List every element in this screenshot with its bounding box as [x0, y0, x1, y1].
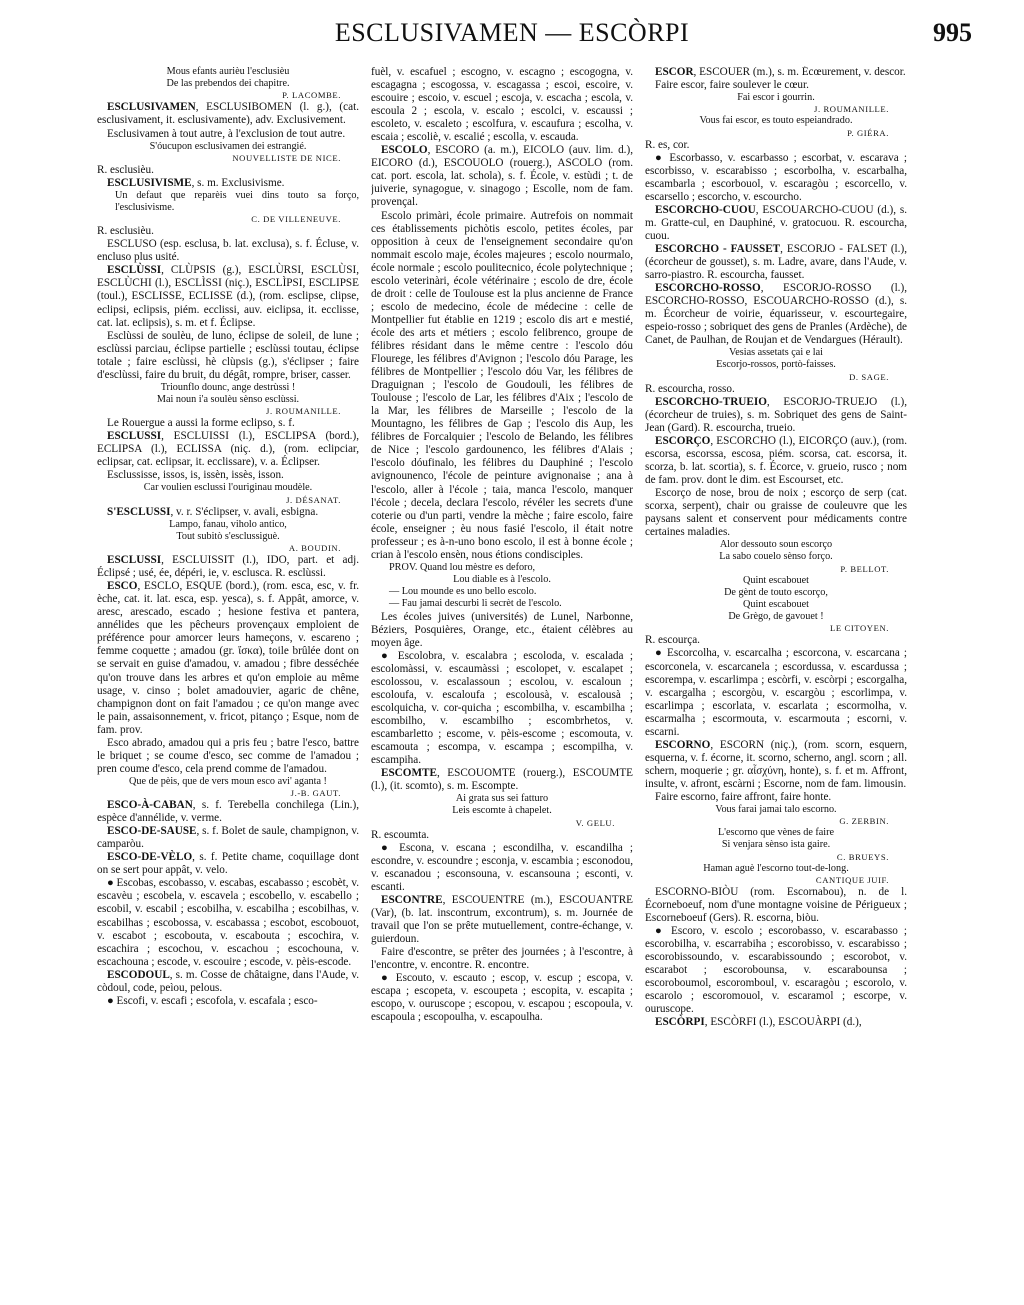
entry-reference: R. es, cor. [645, 138, 690, 151]
entry-paragraph: ESCLUSIVISME, s. m. Exclusivisme. [107, 176, 285, 189]
entry-paragraph: Faire escor, faire soulever le cœur. [655, 79, 809, 92]
entry-paragraph: ESCO-À-CABAN, s. f. Terebella conchilega (Lin.), espèce d'annélide, v. verme. [97, 799, 359, 825]
quote-author: P. GIÉRA. [847, 127, 889, 138]
entry-paragraph: ● Escorcolha, v. escarcalha ; escorcona, v. escarcana ; escorconela, v. escarcanela ; escordussa, v. escardussa ; escorempa, v. escarlimpa ; escòrfi, v. escòrpi ; escorgalha, v. escargalha ; escorgòu, v. escargòu ; escorlimpa, v. escarlimpa ; escorlata, v. escarlata ; escormolha, v. escarmalha ; escormouta, v. escarmouta ; escorni, v. escarni. [645, 647, 907, 738]
entry-paragraph: Escorço de nose, brou de noix ; escorço de serp (cat. scorxa, serpent), chair ou graisse de couleuvre que les paysans salent et conservent pour médicaments contre certaines maladies. [645, 487, 907, 539]
quotation-line: Triounflo dounc, ange destrùssi ! [160, 381, 296, 393]
entry-paragraph: S'ESCLUSSI, v. r. S'éclipser, v. avali, esbigna. [107, 505, 319, 518]
entry-reference: R. escourça. [645, 634, 700, 647]
quotation-line: Tout subitò s'esclussiguè. [176, 530, 280, 542]
entry-paragraph: ● Escobas, escobasso, v. escabas, escabasso ; escobèt, v. escavèu ; escobela, v. escavela ; escobello, v. escabello ; escobil, v. escabil ; escobilha, v. escabilha ; escobilhas, v. escabilhas ; escobossa, v. escabassa ; escobot, escobouot, v. escabot ; escobouta, v. escabouta ; escochira, v. escachira ; escochou, v. escachou ; escochouna, v. escachouna ; escode, v. escouire ; escode, v. pèis-escode. [97, 877, 359, 968]
quotation-line: S'óucupon esclusivamen dei estrangié. [149, 140, 307, 152]
entry-paragraph: ESCORCHO-CUOU, ESCOUARCHO-CUOU (d.), s. m. Gratte-cul, en Dauphiné, v. gratocuou. R. escourcha, cuou. [645, 203, 907, 242]
quote-author: LE CITOYEN. [830, 623, 889, 634]
entry-paragraph: Les écoles juives (universités) de Lunel, Narbonne, Béziers, Posquières, Orange, etc., étaient célèbres au moyen âge. [371, 610, 633, 649]
entry-paragraph: ESCOR, ESCOUER (m.), s. m. Écœurement, v. descor. [655, 66, 906, 78]
quotation-line: Escorjo-rossos, portò-faisses. [716, 359, 836, 371]
quotation-line: — Lou mounde es uno bello escolo. [389, 586, 537, 598]
page-number: 995 [933, 18, 972, 47]
entry-reference: R. escoumta. [371, 828, 430, 841]
quotation-line: Haman aguè l'escorno tout-de-long. [703, 862, 849, 874]
quotation-line: L'escorno que vènes de faire [717, 827, 835, 839]
quotation-line: Quint escabouet [743, 574, 809, 586]
entry-paragraph: ESCORNO-BIÒU (rom. Escornabou), n. de l. Écorneboeuf, nom d'une montagne voisine de Périgueux ; Escorneboeuf (Gers). R. escorna, biòu. [645, 885, 907, 924]
quotation-line: Leis escomte à chapelet. [452, 805, 552, 817]
entry-paragraph: ESCLUSSI, ESCLUISSIT (l.), IDO, part. et adj. Éclipsé ; usé, ée, dépéri, ie, v. esclusca. R. esclùssi. [97, 554, 359, 580]
column-middle [371, 66, 633, 1291]
entry-paragraph: Le Rouergue a aussi la forme eclipso, s. f. [107, 417, 295, 430]
column-left [97, 66, 359, 1291]
entry-paragraph: ESCO-DE-SAUSE, s. f. Bolet de saule, champignon, v. camparòu. [97, 825, 359, 851]
quotation-line: La sabo couelo sènso forço. [719, 551, 833, 563]
quotation-line: Vous fai escor, es touto espeiandrado. [699, 115, 853, 127]
quotation-line: Si venjara sènso ista gaire. [721, 839, 831, 851]
quote-author: C. DE VILLENEUVE. [251, 214, 341, 225]
entry-paragraph: ESCLUSIVAMEN, ESCLUSIBOMEN (l. g.), (cat. esclusivament, it. esclusivamente), adv. Exclusivement. [97, 101, 359, 127]
entry-paragraph: Esclussisse, issos, is, issèn, issès, isson. [107, 469, 284, 482]
quotation-line: Lampo, fanau, viholo antico, [169, 518, 287, 530]
entry-reference: fuèl, v. escafuel ; escogno, v. escagno ; escogogna, v. escagagna ; escogossa, v. escagassa ; escoi, escoire, v. escouire ; escoio, v. escuel ; escoja, v. escacha ; escola, v. escoula 2 ; escola, v. escalo ; escolci, v. escaussi ; escoleto, v. escaleto ; escolfura, v. escaufura ; escolha, v. escaia ; escoliè, v. escalié ; escolla, v. escauda. [371, 66, 633, 144]
entry-paragraph: Esclùssi de soulèu, de luno, éclipse de soleil, de lune ; esclùssi parciau, éclipse partielle ; esclùssi toutau, éclipse totale ; faire esclùssi, hè clùpsis (g.), s'éclipser ; faire d'esclùssi, faire du bruit, du dégât, rompre, briser, casser. [97, 329, 359, 381]
entry-paragraph: ● Escofi, v. escafi ; escofola, v. escafala ; esco- [107, 994, 318, 1007]
entry-paragraph: ESCLÙSSI, CLÙPSIS (g.), ESCLÙRSI, ESCLÙSI, ESCLÙCHI (l.), ESCLÌSSI (niç.), ESCLÌPSI, ESCLIPSE (toul.), ESCLISSE, ECLISSE (d.), (rom. esclipse, clipse, eclipsi, eclipsis, piém. ecclissi, auv. eiclipsa, it. ecclisse, cat. lat. eclipsis), s. m. et f. Éclipse. [97, 264, 359, 329]
quotation-line: De gènt de touto escorço, [724, 586, 828, 598]
quotation-line: Un defaut que reparèis vuei dins touto sa forço, l'esclusivisme. [115, 189, 359, 214]
quotation-line: De Grègo, de gavouet ! [728, 611, 824, 623]
column-right [645, 66, 907, 1291]
quotation-line: Ai grata sus sei fatturo [455, 793, 549, 805]
quote-author: V. GELU. [575, 817, 615, 828]
quotation-line: Fai escor i gourrin. [737, 92, 815, 104]
quote-author: CANTIQUE JUIF. [815, 874, 889, 885]
quote-author: J. ROUMANILLE. [266, 406, 341, 417]
entry-paragraph: ESCÒRPI, ESCÒRFI (l.), ESCOUÀRPI (d.), [655, 1016, 862, 1029]
entry-paragraph: ESCOMTE, ESCOUOMTE (rouerg.), ESCOUMTE (l.), (it. scomto), s. m. Escompte. [371, 767, 633, 793]
quote-author: A. BOUDIN. [288, 543, 341, 554]
quotation-line: Car voulien esclussi l'ouriginau moudèle. [143, 482, 313, 494]
entry-paragraph: Esco abrado, amadou qui a pris feu ; batre l'esco, battre le briquet ; se coume d'esco, sec comme de l'amadou ; pren coume d'esco, cela prend comme de l'amadou. [97, 736, 359, 775]
quotation-line: Alor dessouto soun escorço [719, 539, 833, 551]
quotation-line: Que de pèis, que de vers moun esco avi' aganta ! [129, 775, 327, 787]
quote-author: G. ZERBIN. [839, 816, 889, 827]
entry-paragraph: ESCOLO, ESCORO (a. m.), EICOLO (auv. lim. d.), EICORO (d.), ESCOUOLO (rouerg.), ASCOLO (rom. cat. port. escola, lat. schola), s. f. École, v. estùdi ; t. de juiverie, synagogue, v. sinagogo ; Escolle, nom de fam. provençal. [371, 144, 633, 209]
entry-paragraph: ● Escolobra, v. escalabra ; escoloda, v. escalada ; escolomàssi, v. escaumàssi ; escolopet, v. escalapet ; escolossou, v. escalassoun ; escolou, v. escaloun ; escoloufa, v. escaloufa ; escolousà, v. escalousà ; escolquicha, v. cor-quicha ; escombilha, v. escambilha ; escombilho, v. escambilho ; escombrhetos, v. escambarletto ; escome, v. pèis-escome ; escomouta, v. escamouta ; escompa, v. escampa ; escompilha, v. escampiha. [371, 649, 633, 767]
entry-paragraph: ESCORÇO, ESCORCHO (l.), EICORÇO (auv.), (rom. escorsa, escorssa, escosa, piém. scorsa, cat. escorsa, it. scorza, b. lat. scortia), s. f. Écorce, v. grueio, rusco ; nom de fam. prov. dont le dim. est Escourset, etc. [645, 434, 907, 486]
entry-paragraph: ● Escona, v. escana ; escondilha, v. escandilha ; escondre, v. escoundre ; esconja, v. escambia ; esconodou, v. escanadou ; esconsouna, v. escansouna ; esconti, v. escanti. [371, 841, 633, 893]
entry-paragraph: ● Escorbasso, v. escarbasso ; escorbat, v. escarava ; escorbisso, v. escarabisso ; escorbolha, v. escarbalha, escambarla ; escorbouol, v. escaragòu ; escorcello, v. escarsello ; escorcho, v. escourcho. [645, 151, 907, 203]
quotation-line: De las prebendos dei chapitre. [166, 78, 290, 90]
quote-author: D. SAGE. [849, 371, 889, 382]
entry-reference: R. esclusièu. [97, 225, 154, 238]
quote-author: C. BRUEYS. [836, 851, 889, 862]
entry-paragraph: ESCORCHO-TRUEIO, ESCORJO-TRUEJO (l.), (écorcheur de truies), s. m. Sobriquet des gens de Saint-Jean (Gard). R. escourcha, trueio. [645, 395, 907, 434]
running-title: ESCLUSIVAMEN — ESCÒRPI [334, 18, 690, 47]
quotation-line: Vous farai jamai talo escorno. [715, 804, 837, 816]
quotation-line: — Fau jamai descurbi li secrèt de l'escolo. [389, 598, 562, 610]
quote-author: J.-B. GAUT. [290, 788, 341, 799]
entry-paragraph: ● Escouto, v. escauto ; escop, v. escup ; escopa, v. escapa ; escopeta, v. escoupeta ; escopita, v. escapita ; escopo, v. ouruscope ; escopou, v. escapou ; escopoula, v. escapoula ; escopoulha, v. escapoulha. [371, 972, 633, 1024]
entry-paragraph: ESCONTRE, ESCOUENTRE (m.), ESCOUANTRE (Var), (b. lat. inscontrum, excontrum), s. m. Journée de travail que l'on se prête mutuellement, contre-échange, v. guierdoun. [371, 893, 633, 946]
quote-author: P. LACOMBE. [282, 90, 341, 101]
entry-paragraph: ESCO, ESCLO, ESQUE (bord.), (rom. esca, esc, v. fr. èche, cat. it. lat. esca, esp. yesca), s. f. Appât, amorce, v. aresc, arescado, escado ; hesione festiva et pantera, annélides que les pêcheurs provençaux emploient de préférence pour amorcer leurs hameçons, v. escareno ; femme coquette ; amadou (gr. ἴσκα), toile brûlée dont on se servait en guise d'amadou, v. amadou ; fibre desséchée qu'on trouve dans les arbres et qu'on emploie au même usage, v. cinso ; bolet amadouvier, agaric de chêne, champignon dont on fait l'amadou ; ce qu'on mange avec le pain, assaisonnement, v. fricot, pitanço ; Esque, nom de fam. prov. [97, 580, 359, 736]
entry-paragraph: Escolo primàri, école primaire. Autrefois on nommait ces établissements pichòtis escolo, petites écoles, par opposition à ceux de l'enseignement secondaire qu'on nommait escolo maje, écoles majeures ; escolo nourmalo, école normale ; escolo poulitecnico, école polytechnique ; escolo veterinàri, école vétérinaire ; escolo de dre, école de droit : celle de Toulouse est la plus ancienne de France ; escolo de medecino, école de médecine : celle de Montpellier fut établie en 1219 ; escolo dis art e mestié, école des arts et métiers ; escolo felibrenco, groupe de félibres résidant dans le même centre : l'escolo dóu Flourege, les félibres d'Avignon ; l'escolo dóu Parage, les félibres de Montpellier ; l'escolo dóu Var, les félibres de Draguignan ; l'escolo de Goudouli, les félibres de Toulouse ; l'escolo de Lar, les félibres d'Aix ; l'escolo de la Mar, les félibres de Marseille ; l'escolo de la Mountagno, les félibres de Gap ; l'escolo dis Aup, les félibres de Forcalquier ; l'escolo de Belando, les félibres de Nice ; l'escolo gardounenco, les félibres d'Alais ; l'escolo dóufinalo, les félibres du Dauphiné ; l'escolo avignounenco, l'école de peinture avignonaise ; ana à l'escolo, aller à l'école ; taia, manca l'escolo, manquer l'école ; decela, declara l'escolo, révéler les secrets d'une coterie ou d'un parti, vendre la mèche ; faire escolo, faire école, enseigner ; èu nous fasié l'escolo, il était notre professeur ; es à-n-uno bono escolo, il est à bonne école ; crian à l'escolo ensèn, nous étions condisciples. [371, 209, 633, 561]
quotation-line: Quint escabouet [743, 599, 809, 611]
entry-paragraph: ● Escoro, v. escolo ; escorobasso, v. escarabasso ; escorobilha, v. escarrabiha ; escorobisso, v. escarabisso ; escorobissoundo, v. escarabissoundo ; escorobot, v. escarabot ; escorobounsa, v. escarabounsa ; escoroboumol, escoromboul, v. escaragòu ; escorolo, v. escarolo ; escoromouol, v. escaramol ; escorpe, v. ouruscope. [645, 925, 907, 1016]
quote-author: J. ROUMANILLE. [814, 104, 889, 115]
quote-author: J. DÉSANAT. [286, 494, 341, 505]
entry-paragraph: ESCO-DE-VÈLO, s. f. Petite chame, coquillage dont on se sert pour appât, v. velo. [97, 851, 359, 877]
entry-paragraph: ESCLUSSI, ESCLUISSI (l.), ESCLIPSA (bord.), ECLIPSA (l.), ECLISSA (niç. d.), (rom. eclipciar, eclipsar, cat. eclipsar, it. ecclissare), v. a. Éclipser. [97, 430, 359, 469]
quote-author: NOUVELLISTE DE NICE. [232, 152, 341, 163]
quotation-line: Lou diable es à l'escolo. [453, 573, 551, 585]
quotation-line: PROV. Quand lou mèstre es deforo, [389, 561, 536, 573]
entry-paragraph: ESCORCHO - FAUSSET, ESCORJO - FALSET (l.), (écorcheur de gousset), s. m. Ladre, avare, dans l'Aude, v. sarro-piastro. R. escourcha, fausset. [645, 242, 907, 281]
entry-paragraph: Esclusivamen à tout autre, à l'exclusion de tout autre. [107, 127, 346, 140]
entry-paragraph: Faire escorno, faire affront, faire honte. [655, 791, 832, 803]
entry-paragraph: ESCLUSO (esp. esclusa, b. lat. exclusa), s. f. Écluse, v. encluso plus usité. [97, 238, 359, 264]
entry-paragraph: ESCORCHO-ROSSO, ESCORJO-ROSSO (l.), ESCORCHO-ROSSO, ESCOUARCHO-ROSSO (d.), s. m. Écorcheur de voirie, équarisseur, v. escourtegaire, espeio-rosso ; sobriquet des gens de Pranles (Ardèche), de Canet, de Paulhan, de Roujan et de Vendargues (Hérault). [645, 282, 907, 347]
quotation-line: Mous efants aurièu l'esclusièu [166, 66, 290, 77]
entry-reference: R. escourcha, rosso. [645, 382, 735, 395]
entry-paragraph: ESCORNO, ESCORN (niç.), (rom. scorn, esquern, esquerna, v. f. écorne, it. scorno, scherno, angl. scorn ; all. schern, moquerie ; gr. αἶσχύνη, honte), s. f. et m. Affront, insulte, v. afront, escàrni ; Escorne, nom de fam. limousin. [645, 738, 907, 790]
entry-paragraph: Faire d'escontre, se prêter des journées ; à l'escontre, à l'encontre, v. encontre. R. encontre. [371, 946, 633, 972]
entry-reference: R. esclusièu. [97, 163, 154, 176]
quotation-line: Vesias assetats çai e lai [729, 347, 823, 359]
quotation-line: Mai noun i'a soulèu sènso esclùssi. [156, 394, 300, 406]
entry-paragraph: ESCODOUL, s. m. Cosse de châtaigne, dans l'Aude, v. còdoul, code, peìou, pelous. [97, 968, 359, 994]
quote-author: P. BELLOT. [840, 563, 889, 574]
